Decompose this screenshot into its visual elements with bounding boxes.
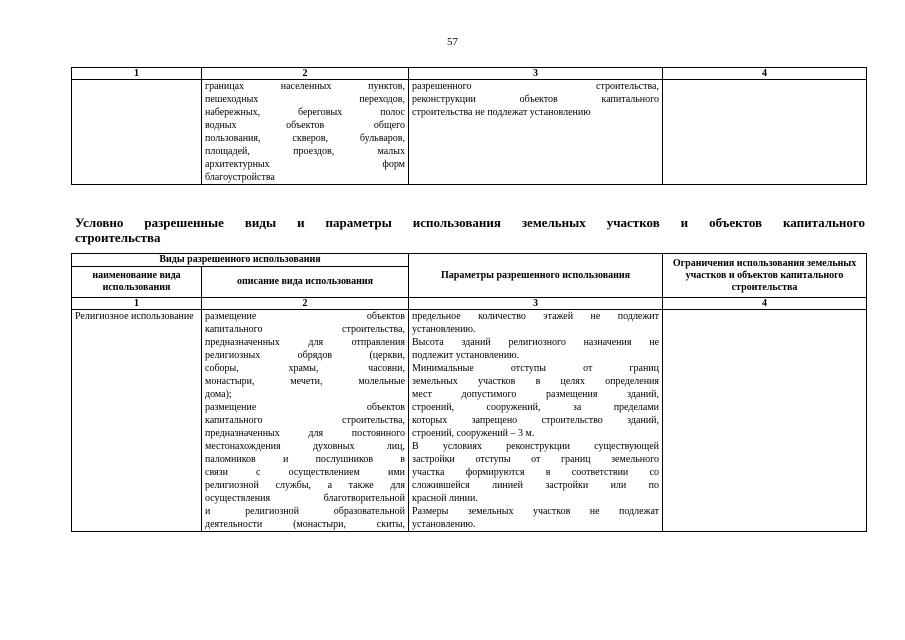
text-line: деятельности (монастыри, скиты, [205,519,406,530]
text-line: строений, сооружений, за пределами [412,402,660,413]
cell-restrictions [663,310,867,532]
text-line: площадей, проездов, малых [205,146,405,157]
text-line: границах населенных пунктов, [205,81,405,92]
text-line: религиозных обрядов (церкви, [205,350,406,361]
text-line: и религиозной образовательной [205,506,406,517]
text-line: земельных участков в целях определения [412,376,660,387]
header-use-description: описание вида использования [202,267,409,298]
column-number: 1 [72,68,202,80]
text-line: сложившейся линией застройки или по [412,480,660,491]
cell-use-description [202,80,409,185]
text-line: строений, сооружений – 3 м. [412,428,535,439]
text-line: соборы, храмы, часовни, [205,363,406,374]
column-number: 3 [409,298,663,310]
text-line: застройки отступы от границ земельного [412,454,660,465]
header-parameters: Параметры разрешенного использования [409,254,663,298]
header-use-name: наименование вида использования [72,267,202,298]
text-line: В условиях реконструкции существующей [412,441,660,452]
text-line: набережных, береговых полос [205,107,405,118]
text-line: водных объектов общего [205,120,405,131]
column-number-row [72,298,867,310]
text-line: установлению. [412,324,476,335]
text-line: капитального строительства, [205,415,406,426]
section-heading-line: строительства [75,230,161,245]
text-line: участка формируются в соответствии со [412,467,660,478]
header-row [72,254,867,267]
column-number: 1 [72,298,202,310]
text-line: размещение объектов [205,311,406,322]
text-line: строительства не подлежат установлению [412,107,591,118]
text-line: связи с осуществлением ими [205,467,406,478]
text-line: реконструкции объектов капитального [412,94,659,105]
text-line: мест допустимого размещения зданий, [412,389,660,400]
cell-use-name [72,80,202,185]
text-line: архитектурных форм [205,159,405,170]
text-line: предназначенных для отправления [205,337,406,348]
text-line: капитального строительства, [205,324,406,335]
text-line: осуществления благотворительной [205,493,406,504]
text-line: которых запрещено строительство зданий, [412,415,660,426]
text-line: установлению. [412,519,476,530]
text-line: красной линии. [412,493,478,504]
text-line: Высота зданий религиозного назначения не [412,337,660,348]
conditional-use-table [71,253,867,532]
cell-restrictions [663,80,867,185]
text-line: религиозной службы, а также для [205,480,406,491]
column-number: 3 [409,68,663,80]
table-row [72,310,867,532]
text-line: дома); [205,389,232,400]
cell-use-description [202,310,409,532]
cell-parameters [409,80,663,185]
text-line: паломников и послушников в [205,454,406,465]
section-heading [75,215,865,245]
column-number: 4 [663,68,867,80]
text-line: предназначенных для постоянного [205,428,406,439]
header-group-title: Виды разрешенного использования [72,254,409,267]
cell-parameters [409,310,663,532]
column-number: 2 [202,68,409,80]
text-line: местонахождения духовных лиц, [205,441,406,452]
text-line: размещение объектов [205,402,406,413]
page-number: 57 [447,36,458,48]
text-line: подлежит установлению. [412,350,520,361]
text-line: пешеходных переходов, [205,94,405,105]
cell-use-name: Религиозное использование [72,310,202,532]
column-number-row [72,68,867,80]
text-line: благоустройства [205,172,275,183]
text-line: пользования, скверов, бульваров, [205,133,405,144]
column-number: 4 [663,298,867,310]
text-line: разрешенного строительства, [412,81,659,92]
text-line: предельное количество этажей не подлежит [412,311,660,322]
header-restrictions: Ограничения использования земельных участков и объектов капитального строительства [663,254,867,298]
table-row [72,80,867,185]
column-number: 2 [202,298,409,310]
text-line: Минимальные отступы от границ [412,363,660,374]
text-line: Размеры земельных участков не подлежат [412,506,660,517]
section-heading-line: Условно разрешенные виды и параметры использования земельных участков и объектов капитального [75,215,865,230]
continuation-table [71,67,867,185]
text-line: монастыри, мечети, молельные [205,376,406,387]
